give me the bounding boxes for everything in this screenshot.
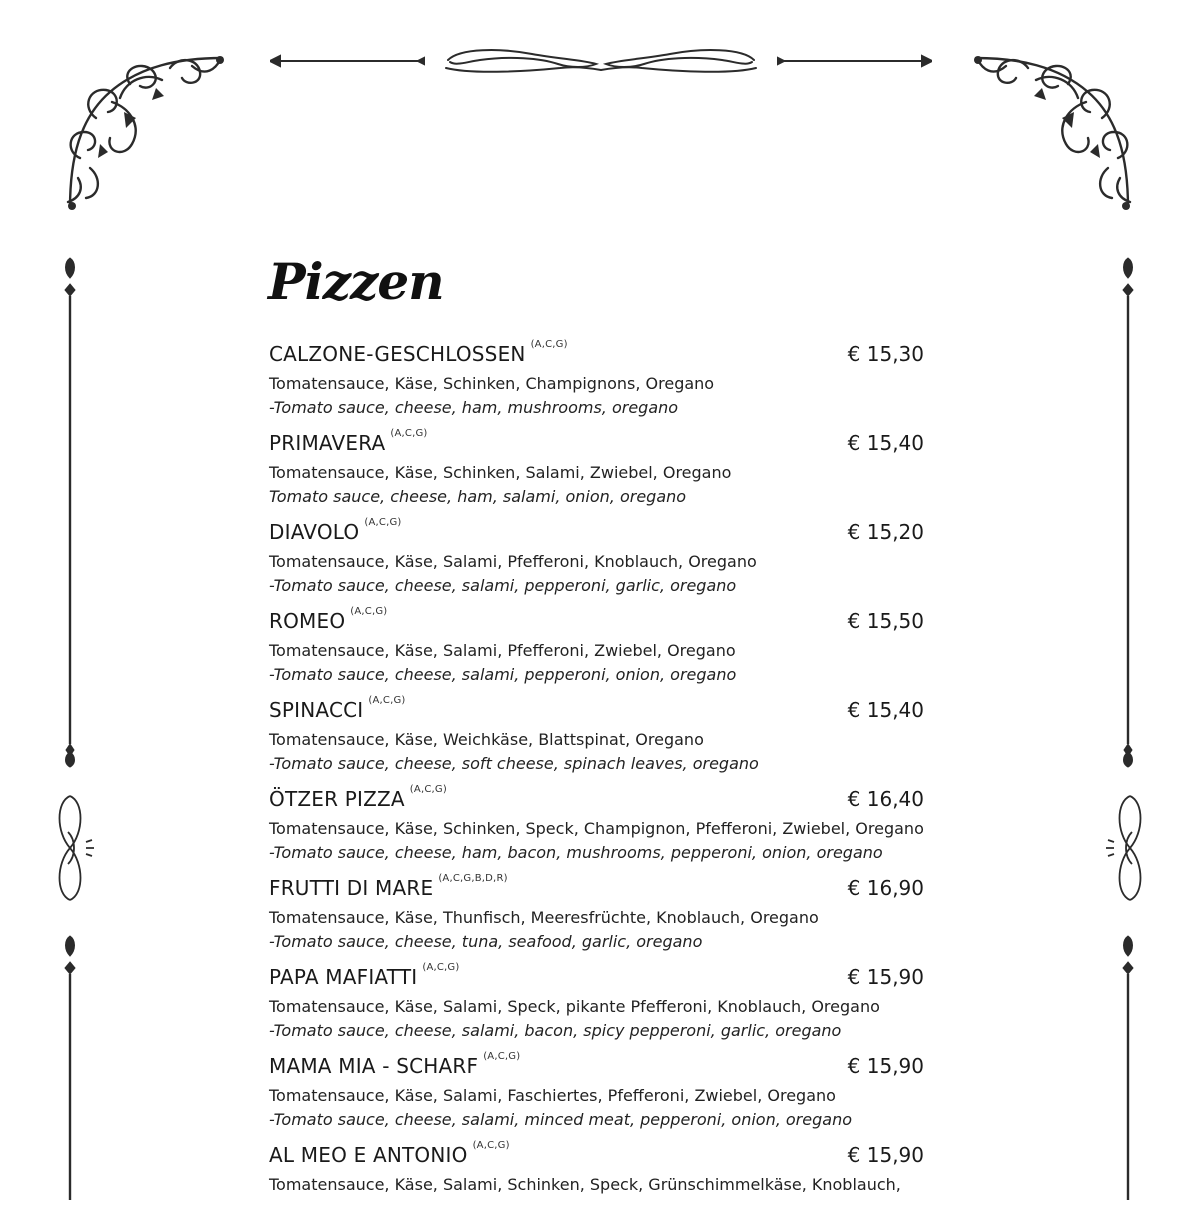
allergen-codes: (A,C,G) [390, 428, 428, 439]
menu-item [269, 1051, 924, 1143]
item-description-en: -Tomato sauce, cheese, soft cheese, spinach leaves, oregano [269, 754, 759, 773]
item-price: € 15,30 [847, 342, 924, 366]
menu-item [269, 873, 924, 965]
item-description-de: Tomatensauce, Käse, Salami, Faschiertes, Pfefferoni, Zwiebel, Oregano [269, 1086, 836, 1105]
item-name: AL MEO E ANTONIO $^{(A,C,G)}$ [269, 1140, 510, 1167]
item-price: € 16,90 [847, 876, 924, 900]
item-description-de: Tomatensauce, Käse, Schinken, Champignons, Oregano [269, 374, 715, 393]
item-name: ROMEO $^{(A,C,G)}$ [269, 606, 388, 633]
filigree-corner-icon [60, 48, 226, 212]
item-name: PAPA MAFIATTI $^{(A,C,G)}$ [269, 962, 460, 989]
item-price: € 15,50 [847, 609, 924, 633]
item-name: CALZONE-GESCHLOSSEN $^{(A,C,G)}$ [269, 339, 568, 366]
item-description-de: Tomatensauce, Käse, Salami, Speck, pikante Pfefferoni, Knoblauch, Oregano [269, 997, 880, 1016]
item-price: € 15,90 [847, 1054, 924, 1078]
item-price: € 15,20 [847, 520, 924, 544]
item-description-de: Tomatensauce, Käse, Thunfisch, Meeresfrüchte, Knoblauch, Oregano [269, 908, 819, 927]
allergen-codes: (A,C,G) [409, 784, 447, 795]
allergen-codes: (A,C,G) [483, 1051, 521, 1062]
item-name: FRUTTI DI MARE $^{(A,C,G,B,D,R)}$ [269, 873, 508, 900]
ornamental-rule-icon [1118, 934, 1138, 1200]
pizza-menu-list [269, 339, 924, 1232]
item-description-en: -Tomato sauce, cheese, salami, pepperoni, onion, oregano [269, 665, 737, 684]
item-description-en: -Tomato sauce, cheese, salami, minced meat, pepperoni, onion, oregano [269, 1110, 852, 1129]
item-description-en: -Tomato sauce, cheese, salami, pepperoni, garlic, oregano [269, 576, 737, 595]
infinity-loop-icon [1104, 792, 1148, 904]
item-price: € 15,40 [847, 698, 924, 722]
item-price: € 15,90 [847, 1143, 924, 1167]
menu-item [269, 1140, 924, 1232]
ornamental-rule-icon [1118, 256, 1138, 768]
item-name: DIAVOLO $^{(A,C,G)}$ [269, 517, 402, 544]
allergen-codes: (A,C,G) [472, 1140, 510, 1151]
allergen-codes: (A,C,G) [364, 517, 402, 528]
page-title: Pizzen [268, 252, 444, 311]
filigree-corner-icon [972, 48, 1138, 212]
allergen-codes: (A,C,G) [350, 606, 388, 617]
ornamental-rule-icon [60, 256, 80, 768]
menu-item [269, 695, 924, 787]
item-description-de: Tomatensauce, Käse, Salami, Schinken, Speck, Grünschimmelkäse, Knoblauch, [269, 1175, 901, 1194]
menu-item [269, 962, 924, 1054]
item-description-de: Tomatensauce, Käse, Salami, Pfefferoni, Zwiebel, Oregano [269, 641, 736, 660]
item-description-en: -Tomato sauce, cheese, salami, bacon, spicy pepperoni, garlic, oregano [269, 1021, 842, 1040]
item-description-de: Tomatensauce, Käse, Schinken, Salami, Zwiebel, Oregano [269, 463, 732, 482]
item-description-de: Tomatensauce, Käse, Salami, Pfefferoni, Knoblauch, Oregano [269, 552, 757, 571]
item-price: € 15,90 [847, 965, 924, 989]
menu-item [269, 428, 924, 520]
item-description-en: -Tomato sauce, cheese, ham, bacon, mushrooms, pepperoni, onion, oregano [269, 843, 883, 862]
item-price: € 16,40 [847, 787, 924, 811]
flourish-divider-icon [270, 40, 932, 82]
item-price: € 15,40 [847, 431, 924, 455]
ornamental-rule-icon [60, 934, 80, 1200]
menu-item [269, 339, 924, 431]
item-description-de: Tomatensauce, Käse, Weichkäse, Blattspinat, Oregano [269, 730, 704, 749]
item-name: ÖTZER PIZZA $^{(A,C,G)}$ [269, 784, 447, 811]
allergen-codes: (A,C,G,B,D,R) [438, 873, 508, 884]
item-description-en: Tomato sauce, cheese, ham, salami, onion, oregano [269, 487, 687, 506]
item-name: MAMA MIA - SCHARF $^{(A,C,G)}$ [269, 1051, 521, 1078]
item-name: SPINACCI $^{(A,C,G)}$ [269, 695, 406, 722]
menu-item [269, 784, 924, 876]
item-name: PRIMAVERA $^{(A,C,G)}$ [269, 428, 428, 455]
item-description-en: -Tomato sauce, cheese, ham, mushrooms, oregano [269, 398, 679, 417]
item-description-en: -Tomato sauce, cheese, tuna, seafood, garlic, oregano [269, 932, 703, 951]
infinity-loop-icon [52, 792, 96, 904]
allergen-codes: (A,C,G) [530, 339, 568, 350]
menu-item [269, 517, 924, 609]
item-description-de: Tomatensauce, Käse, Schinken, Speck, Champignon, Pfefferoni, Zwiebel, Oregano [269, 819, 924, 838]
allergen-codes: (A,C,G) [368, 695, 406, 706]
allergen-codes: (A,C,G) [422, 962, 460, 973]
menu-item [269, 606, 924, 698]
